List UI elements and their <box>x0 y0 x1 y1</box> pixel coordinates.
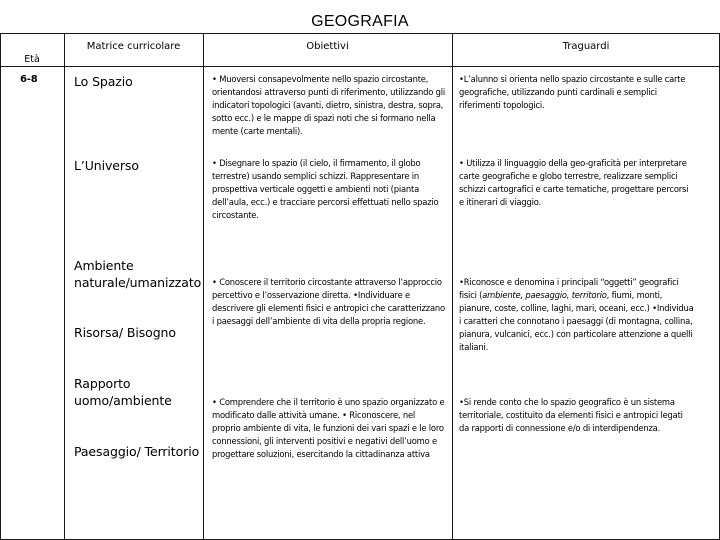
traguardi-ambiente-text-end: , fiumi, monti, pianure, coste, colline, laghi, mari, oceani, ecc.) •Individua i caratteri che connotano i paesaggi (di montagna, collina, pianura, vulcanici, ecc.) con particolare attenzione a quelli italiani. <box>459 290 694 352</box>
obiettivi-lo-spazio: • Muoversi consapevolmente nello spazio circostante, orientandosi attraverso punti di riferimento, utilizzando gli indicatori topologici (avanti, dietro, sinistra, destra, sopra, sotto ecc.) e le mappe di spazi noti che si formano nella mente (carte mentali). <box>212 74 446 136</box>
page-title: GEOGRAFIA <box>311 13 409 30</box>
obiettivi-ambiente: • Conoscere il territorio circostante attraverso l’approccio percettivo e l’osservazione diretta. •Individuare e descrivere gli elementi fisici e antropici che caratterizzano i paesaggi dell’ambiente di vita della propria regione. <box>212 277 445 326</box>
matrice-risorsa: Risorsa/ Bisogno <box>74 325 176 340</box>
obiettivi-rapporto: • Comprendere che il territorio è uno spazio organizzato e modificato dalle attività umane. • Riconoscere, nel proprio ambiente di vita, le funzioni dei vari spazi e le loro connessioni, gli interventi positivi e negativi dell’uomo e progettare soluzioni, esercitando la cittadinanza attiva <box>212 397 445 459</box>
matrice-universo: L’Universo <box>74 158 139 173</box>
matrice-paesaggio: Paesaggio/ Territorio <box>74 444 200 459</box>
column-divider <box>64 33 65 540</box>
column-divider <box>452 33 453 540</box>
header-row-divider <box>0 66 64 67</box>
column-divider <box>203 33 204 540</box>
traguardi-ambiente <box>459 276 695 354</box>
traguardi-universo: • Utilizza il linguaggio della geo-graficità per interpretare carte geografiche e globo terrestre, realizzare semplici schizzi cartografici e carte tematiche, progettare percorsi e itinerari di viaggio. <box>459 158 689 207</box>
curriculum-table <box>0 33 720 540</box>
traguardi-ambiente-italic: ambiente, paesaggio, territorio <box>482 290 607 300</box>
header-eta: Età <box>24 54 40 65</box>
obiettivi-universo: • Disegnare lo spazio (il cielo, il firmamento, il globo terrestre) usando semplici schizzi. Rappresentare in prospettiva verticale oggetti e ambienti noti (pianta dell’aula, ecc.) e tracciare percorsi effettuati nello spazio circostante. <box>212 158 439 220</box>
header-row-divider <box>64 66 720 67</box>
traguardi-ambiente-text: •Riconosce e denomina i principali “oggetti” geografici fisici ( <box>459 277 679 300</box>
traguardi-rapporto: •Si rende conto che lo spazio geografico è un sistema territoriale, costituito da elementi fisici e antropici legati da rapporti di connessione e/o di interdipendenza. <box>459 397 683 433</box>
traguardi-lo-spazio: •L’alunno si orienta nello spazio circostante e sulle carte geografiche, utilizzando punti cardinali e semplici riferimenti topologici. <box>459 74 686 110</box>
header-matrice: Matrice curricolare <box>86 41 181 52</box>
header-traguardi: Traguardi <box>562 41 610 52</box>
matrice-lo-spazio: Lo Spazio <box>74 74 133 89</box>
header-obiettivi: Obiettivi <box>306 41 349 52</box>
age-range: 6-8 <box>20 74 38 85</box>
matrice-ambiente: Ambiente naturale/umanizzato <box>74 258 202 290</box>
matrice-rapporto: Rapporto uomo/ambiente <box>74 376 172 408</box>
